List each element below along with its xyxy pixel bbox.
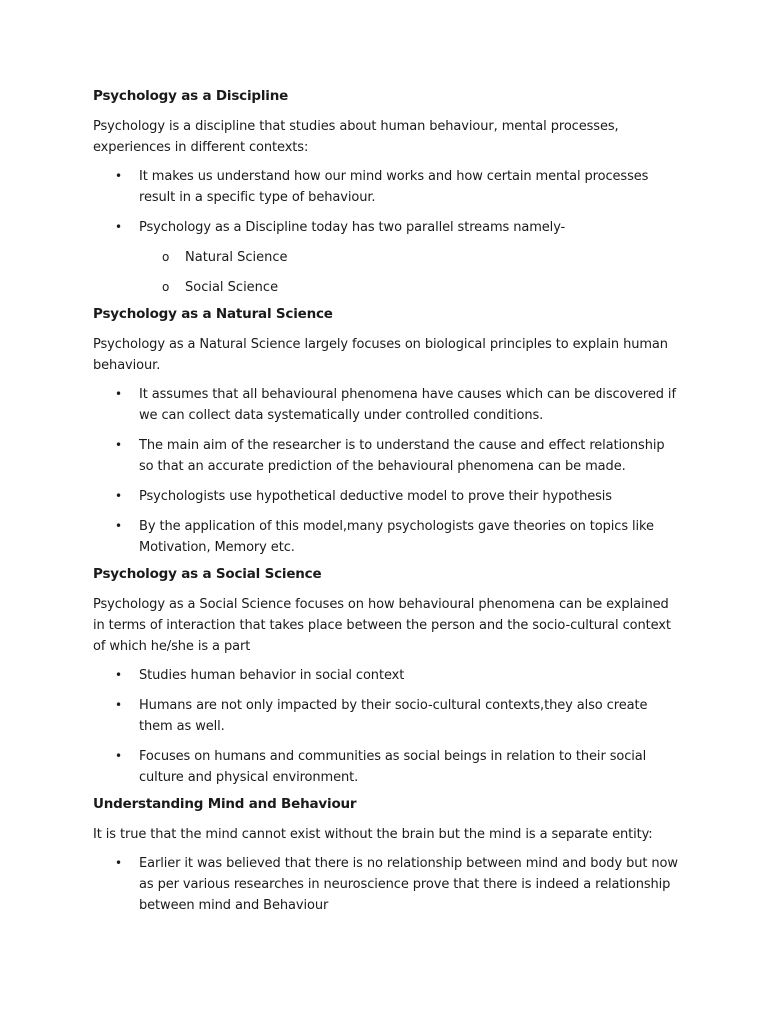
section-heading: Psychology as a Discipline [93, 88, 289, 104]
section-social-science [93, 564, 683, 788]
section-intro: Psychology as a Social Science focuses on how behavioural phenomena can be explained in terms of interaction that takes place between the person and the socio-cultural context of which he/she is a part [93, 597, 671, 654]
bullet-text: It assumes that all behavioural phenomena have causes which can be discovered if we can collect data systematically under controlled conditions. [139, 387, 676, 423]
bullet-text: It makes us understand how our mind works and how certain mental processes result in a specific type of behaviour. [139, 169, 649, 205]
bullet-text: The main aim of the researcher is to understand the cause and effect relationship so that an accurate prediction of the behavioural phenomena can be made. [139, 438, 665, 474]
bullet-marker: • [115, 668, 122, 682]
bullet-list [93, 665, 683, 788]
bullet-list [93, 166, 683, 238]
bullet-marker: • [115, 438, 122, 452]
bullet-list [93, 853, 683, 916]
bullet-item [93, 665, 683, 686]
bullet-marker: • [115, 519, 122, 533]
bullet-text: By the application of this model,many psychologists gave theories on topics like Motivation, Memory etc. [139, 519, 654, 555]
sub-bullet-list [93, 247, 683, 298]
bullet-marker: • [115, 749, 122, 763]
bullet-item [93, 486, 683, 507]
section-intro: It is true that the mind cannot exist without the brain but the mind is a separate entity: [93, 827, 653, 842]
sub-bullet-marker: o [162, 250, 170, 264]
bullet-marker: • [115, 489, 122, 503]
bullet-item [93, 435, 683, 477]
bullet-marker: • [115, 698, 122, 712]
bullet-marker: • [115, 856, 122, 870]
bullet-text: Studies human behavior in social context [139, 668, 405, 683]
section-heading: Psychology as a Natural Science [93, 306, 333, 322]
section-mind-behaviour [93, 794, 683, 916]
bullet-text: Psychologists use hypothetical deductive model to prove their hypothesis [139, 489, 612, 504]
bullet-item [93, 853, 683, 916]
bullet-item [93, 166, 683, 208]
section-intro: Psychology as a Natural Science largely focuses on biological principles to explain human behaviour. [93, 337, 668, 373]
sub-bullet-text: Social Science [185, 280, 279, 295]
bullet-item [93, 384, 683, 426]
section-heading: Understanding Mind and Behaviour [93, 796, 357, 812]
bullet-marker: • [115, 220, 122, 234]
section-heading: Psychology as a Social Science [93, 566, 322, 582]
bullet-list [93, 384, 683, 558]
bullet-marker: • [115, 387, 122, 401]
bullet-text: Humans are not only impacted by their socio-cultural contexts,they also create them as well. [139, 698, 648, 734]
bullet-item [93, 217, 683, 238]
sub-bullet-marker: o [162, 280, 170, 294]
document-page [93, 86, 683, 925]
bullet-text: Earlier it was believed that there is no relationship between mind and body but now as per various researches in neuroscience prove that there is indeed a relationship between mind and Behaviour [139, 856, 678, 913]
sub-bullet-item [93, 247, 683, 268]
section-intro: Psychology is a discipline that studies about human behaviour, mental processes, experiences in different contexts: [93, 119, 619, 155]
bullet-item [93, 516, 683, 558]
section-natural-science [93, 304, 683, 558]
sub-bullet-text: Natural Science [185, 250, 288, 265]
bullet-text: Psychology as a Discipline today has two parallel streams namely- [139, 220, 566, 235]
bullet-item [93, 695, 683, 737]
section-discipline [93, 86, 683, 298]
bullet-item [93, 746, 683, 788]
bullet-text: Focuses on humans and communities as social beings in relation to their social culture and physical environment. [139, 749, 647, 785]
bullet-marker: • [115, 169, 122, 183]
sub-bullet-item [93, 277, 683, 298]
